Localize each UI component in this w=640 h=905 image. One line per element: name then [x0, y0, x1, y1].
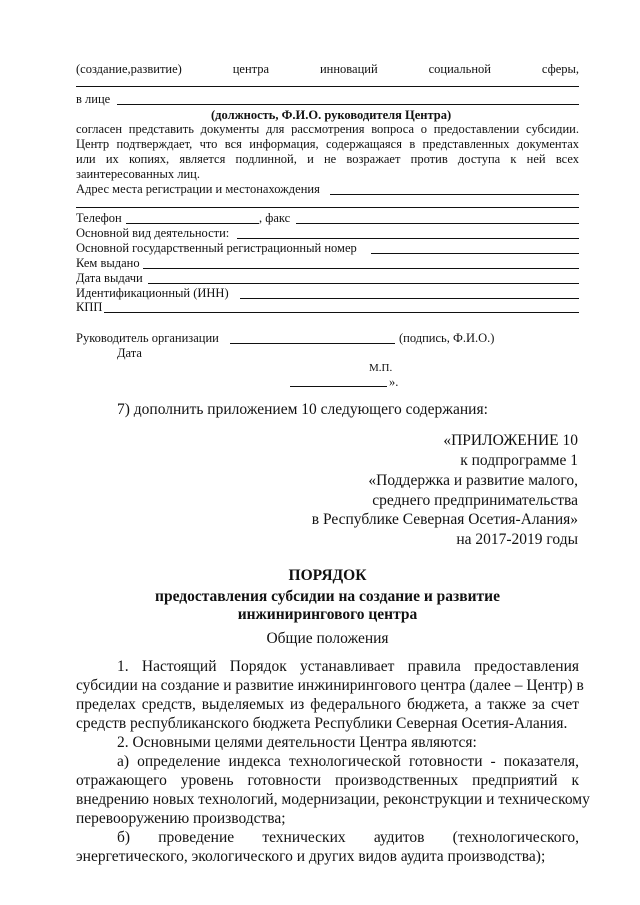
kpp-label: КПП [76, 300, 103, 314]
address-label: Адрес места регистрации и местонахождения [76, 182, 320, 196]
head-label: Руководитель организации [76, 331, 219, 345]
pa-line-4: перевооружению производства; [76, 810, 286, 827]
appendix-line-4: среднего предпринимательства [372, 492, 578, 509]
form-line-1: (создание,развитие) центра инноваций социальной сферы, [76, 62, 580, 76]
activity-fill-line[interactable] [237, 238, 579, 239]
p1-line-1: 1. Настоящий Порядок устанавливает правила предоставления [117, 658, 579, 675]
pa-line-1: а) определение индекса технологической готовности - показателя, [117, 753, 579, 770]
fax-fill-line[interactable] [296, 223, 579, 224]
kpp-fill-line[interactable] [104, 312, 579, 313]
issue-date-fill-line[interactable] [148, 283, 579, 284]
issued-by-fill-line[interactable] [143, 268, 579, 269]
phone-fill-line[interactable] [126, 223, 259, 224]
consent-line-2: Центр подтверждает, что вся информация, содержащаяся в представленных документах [76, 137, 579, 151]
ogrn-fill-line[interactable] [371, 253, 579, 254]
p2: 2. Основными целями деятельности Центра являются: [117, 734, 477, 751]
inn-label: Идентификационный (ИНН) [76, 286, 229, 300]
issue-date-label: Дата выдачи [76, 271, 143, 285]
signature-caption: (подпись, Ф.И.О.) [399, 331, 495, 345]
pb-line-1: б) проведение технических аудитов (технологического, [117, 829, 580, 846]
pa-line-2: отражающего уровень готовности производственных предприятий к [76, 772, 579, 789]
consent-line-1: согласен представить документы для рассмотрения вопроса о предоставлении субсидии. [76, 122, 579, 136]
ogrn-label: Основной государственный регистрационный номер [76, 241, 357, 255]
appendix-line-5: в Республике Северная Осетия-Алания» [311, 511, 578, 528]
p1-line-4: средств республиканского бюджета Республики Северная Осетия-Алания. [76, 715, 568, 732]
head-signature-line[interactable] [230, 343, 395, 344]
appendix-line-6: на 2017-2019 годы [456, 531, 578, 548]
consent-line-3: или их копиях, является подлинной, и не возражает против доступа к ней всех [76, 152, 579, 166]
fax-label: , факс [259, 211, 291, 225]
date-fill-line[interactable] [290, 386, 387, 387]
consent-line-4: заинтересованных лиц. [76, 167, 200, 181]
doc-subtitle-1: предоставления субсидии на создание и развитие [155, 588, 500, 605]
issued-by-label: Кем выдано [76, 256, 140, 270]
section-heading: Общие положения [266, 630, 389, 647]
activity-label: Основной вид деятельности: [76, 226, 230, 240]
item-7: 7) дополнить приложением 10 следующего содержания: [117, 401, 488, 418]
closing-mark: ». [389, 375, 399, 389]
position-fill-line[interactable] [117, 104, 579, 105]
stamp-label: М.П. [369, 362, 393, 374]
p1-line-2: субсидии на создание и развитие инжинирингового центра (далее – Центр) в [76, 677, 584, 694]
p1-line-3: пределах средств, выделяемых из федерального бюджета, а также за счет [76, 696, 579, 713]
date-label: Дата [117, 346, 142, 360]
in-face-label: в лице [76, 92, 111, 106]
blank-line [76, 86, 579, 87]
doc-subtitle-2: инжинирингового центра [237, 606, 418, 623]
doc-title: ПОРЯДОК [288, 567, 367, 584]
appendix-line-2: к подпрограмме 1 [460, 452, 578, 469]
position-caption: (должность, Ф.И.О. руководителя Центра) [211, 108, 452, 122]
address-fill-line[interactable] [330, 194, 579, 195]
inn-fill-line[interactable] [240, 298, 579, 299]
pb-line-2: энергетического, экологического и других видов аудита производства); [76, 848, 546, 865]
appendix-line-3: «Поддержка и развитие малого, [368, 472, 578, 489]
phone-label: Телефон [76, 211, 122, 225]
address-fill-line-2[interactable] [76, 207, 579, 208]
pa-line-3: внедрению новых технологий, модернизации, реконструкции и техническому [76, 791, 590, 808]
appendix-line-1: «ПРИЛОЖЕНИЕ 10 [443, 432, 578, 449]
